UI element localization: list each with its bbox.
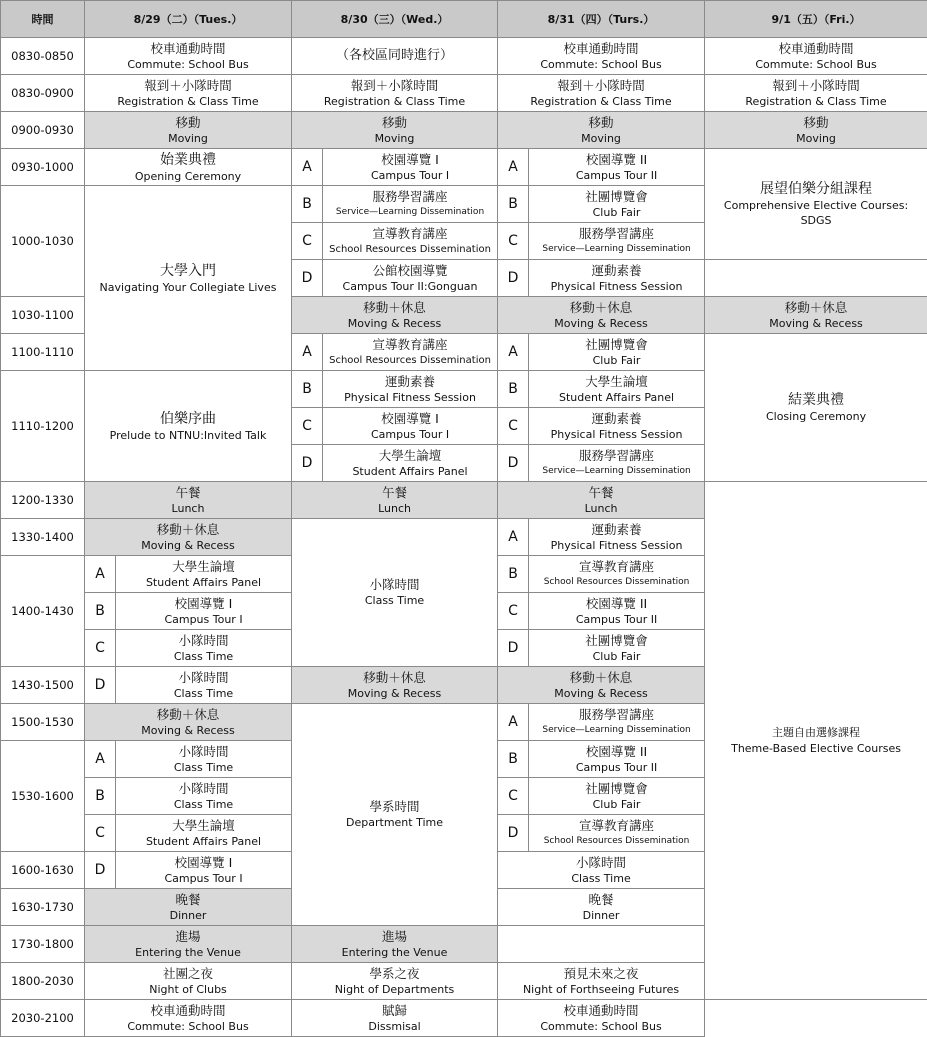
event-cell [292,112,498,149]
event-zh: 賦歸 [294,1003,495,1019]
event-en: Campus Tour I [118,871,289,886]
event-zh: 運動素養 [531,522,702,538]
group-letter: C [498,778,529,815]
event-en: Club Fair [531,797,702,812]
event-en: Night of Forthseeing Futures [500,982,702,997]
event-cell [85,149,292,186]
group-letter: D [498,445,529,482]
event-zh: 服務學習講座 [531,448,702,464]
event-en: Class Time [118,686,289,701]
time-cell: 1800-2030 [1,963,85,1000]
event-en: Service—Learning Dissemination [531,723,702,738]
event-cell [529,630,705,667]
event-cell [705,297,927,334]
time-cell: 1400-1430 [1,556,85,667]
time-cell: 1030-1100 [1,297,85,334]
event-zh: 報到＋小隊時間 [707,78,925,94]
event-en: Entering the Venue [87,945,289,960]
event-zh: 伯樂序曲 [87,410,289,428]
event-cell [705,149,927,260]
event-zh: 移動 [87,115,289,131]
event-en: Theme-Based Elective Courses [707,741,925,756]
event-cell [498,38,705,75]
event-zh: 社團博覽會 [531,189,702,205]
event-en: Night of Departments [294,982,495,997]
event-cell [529,149,705,186]
event-en: Commute: School Bus [87,57,289,72]
event-zh: 移動＋休息 [294,300,495,316]
event-zh: 宣導教育講座 [325,337,495,353]
event-zh: 進場 [294,929,495,945]
event-en: Club Fair [531,205,702,220]
event-cell [323,223,498,260]
event-cell [85,519,292,556]
event-cell [498,75,705,112]
time-cell: 0900-0930 [1,112,85,149]
event-en: Moving [294,131,495,146]
event-cell [705,482,927,1000]
event-zh: 宣導教育講座 [531,559,702,575]
event-zh: 校車通動時間 [500,41,702,57]
event-zh: 校園導覽 I [118,596,289,612]
event-zh: 預見未來之夜 [500,966,702,982]
event-en: Physical Fitness Session [531,427,702,442]
event-zh: 移動＋休息 [500,300,702,316]
event-cell [529,371,705,408]
group-letter: C [85,630,116,667]
event-cell [498,112,705,149]
group-letter: D [85,667,116,704]
event-en: Dissmisal [294,1019,495,1034]
event-zh: 報到＋小隊時間 [294,78,495,94]
event-cell [323,334,498,371]
event-en: Moving & Recess [294,316,495,331]
event-cell [323,445,498,482]
event-zh: 大學生論壇 [118,559,289,575]
event-en: Physical Fitness Session [531,538,702,553]
event-en: Class Time [118,649,289,664]
event-cell [85,482,292,519]
event-cell [292,963,498,1000]
event-zh: 小隊時間 [118,744,289,760]
event-cell [85,371,292,482]
event-zh: 宣導教育講座 [325,226,495,242]
time-cell: 1330-1400 [1,519,85,556]
event-en: Dinner [87,908,289,923]
header-time: 時間 [1,1,85,38]
event-en: Moving [87,131,289,146]
event-cell [498,889,705,926]
time-cell: 1000-1030 [1,186,85,297]
event-en: Registration & Class Time [500,94,702,109]
event-en: Commute: School Bus [707,57,925,72]
group-letter: D [498,815,529,852]
header-day-4: 9/1（五）（Fri.） [705,1,927,38]
event-zh: 校車通動時間 [87,1003,289,1019]
event-zh: 晚餐 [500,892,702,908]
time-cell: 1110-1200 [1,371,85,482]
group-letter: A [498,149,529,186]
time-cell: 0830-0900 [1,75,85,112]
event-cell [323,371,498,408]
event-cell [116,852,292,889]
schedule-row [1,38,927,75]
event-cell [292,75,498,112]
group-letter: A [85,741,116,778]
event-cell [116,556,292,593]
group-letter: A [498,519,529,556]
event-cell [85,963,292,1000]
event-cell [529,778,705,815]
group-letter: B [498,556,529,593]
event-zh: 服務學習講座 [531,226,702,242]
event-cell [498,963,705,1000]
event-zh: 小隊時間 [118,633,289,649]
time-cell: 1500-1530 [1,704,85,741]
event-zh: 始業典禮 [87,151,289,169]
event-cell [529,704,705,741]
event-en: Moving [707,131,925,146]
schedule-row [1,482,927,519]
event-en: Moving & Recess [500,686,702,701]
event-cell [85,704,292,741]
group-letter: B [498,741,529,778]
event-en: School Resources Dissemination [325,242,495,257]
event-cell [705,75,927,112]
header-day-2: 8/30（三）（Wed.） [292,1,498,38]
event-cell [85,926,292,963]
event-zh: 午餐 [500,485,702,501]
event-zh: 移動 [500,115,702,131]
event-zh: 校園導覽 I [325,152,495,168]
event-en: Service—Learning Dissemination [531,242,702,257]
event-zh: 展望伯樂分組課程 [707,180,925,198]
event-zh: 服務學習講座 [531,707,702,723]
event-en: Campus Tour II [531,760,702,775]
event-en: Prelude to NTNU:Invited Talk [87,428,289,443]
event-en: Student Affairs Panel [118,575,289,590]
event-cell [85,1000,292,1037]
event-en: Commute: School Bus [500,57,702,72]
event-cell [116,630,292,667]
event-en: Class Time [500,871,702,886]
group-letter: A [498,704,529,741]
event-cell [498,667,705,704]
event-cell [116,667,292,704]
group-letter: B [498,186,529,223]
event-en: Registration & Class Time [294,94,495,109]
event-en: School Resources Dissemination [531,575,702,590]
event-cell [529,334,705,371]
event-zh: 校園導覽 II [531,596,702,612]
event-cell [529,593,705,630]
group-letter: C [498,223,529,260]
event-zh: 移動 [294,115,495,131]
event-zh: 小隊時間 [294,577,495,593]
event-cell [85,38,292,75]
event-cell [116,741,292,778]
group-letter: C [498,593,529,630]
event-en: Registration & Class Time [707,94,925,109]
event-zh: 校車通動時間 [707,41,925,57]
time-cell: 1600-1630 [1,852,85,889]
event-cell [529,556,705,593]
event-zh: 午餐 [87,485,289,501]
event-zh: 社團之夜 [87,966,289,982]
event-en: Moving & Recess [707,316,925,331]
event-cell [116,593,292,630]
event-zh: 校園導覽 I [118,855,289,871]
schedule-row [1,75,927,112]
event-cell [116,778,292,815]
event-en: Student Affairs Panel [118,834,289,849]
event-cell [292,297,498,334]
event-zh: 宣導教育講座 [531,818,702,834]
event-zh: 大學生論壇 [531,374,702,390]
header-day-3: 8/31（四）（Turs.） [498,1,705,38]
event-en: Campus Tour II [531,612,702,627]
event-cell [529,408,705,445]
event-en: Service—Learning Dissemination [531,464,702,479]
event-en: Moving [500,131,702,146]
event-zh: （各校區同時進行） [294,48,495,64]
event-zh: 大學生論壇 [325,448,495,464]
event-en: Campus Tour II [531,168,702,183]
event-en: School Resources Dissemination [325,353,495,368]
event-cell [529,260,705,297]
event-en: Class Time [294,593,495,608]
event-en: Moving & Recess [87,723,289,738]
event-zh: 社團博覽會 [531,633,702,649]
event-zh: 移動＋休息 [500,670,702,686]
event-cell [292,926,498,963]
event-zh: 報到＋小隊時間 [87,78,289,94]
event-zh: 晚餐 [87,892,289,908]
event-cell [323,408,498,445]
event-cell [85,112,292,149]
time-cell: 0830-0850 [1,38,85,75]
schedule-row [1,149,927,186]
event-en: Navigating Your Collegiate Lives [87,280,289,295]
group-letter: B [85,593,116,630]
time-cell: 0930-1000 [1,149,85,186]
event-zh: 校園導覽 II [531,744,702,760]
event-zh: 社團博覽會 [531,781,702,797]
event-cell [705,38,927,75]
event-en: Class Time [118,760,289,775]
event-en: Campus Tour II:Gonguan [325,279,495,294]
event-zh: 校園導覽 II [531,152,702,168]
schedule-row [1,112,927,149]
event-zh: 移動＋休息 [87,522,289,538]
event-cell [529,741,705,778]
event-cell [85,186,292,371]
group-letter: B [292,371,323,408]
event-en: Commute: School Bus [87,1019,289,1034]
group-letter: C [498,408,529,445]
header-row [1,1,927,38]
event-cell [498,852,705,889]
event-zh: 移動＋休息 [87,707,289,723]
event-cell [292,38,498,75]
event-zh: 大學入門 [87,262,289,280]
event-en: Club Fair [531,353,702,368]
event-cell [323,186,498,223]
event-en: Lunch [500,501,702,516]
event-cell [85,889,292,926]
event-en: Student Affairs Panel [531,390,702,405]
group-letter: A [498,334,529,371]
group-letter: A [292,149,323,186]
event-zh: 小隊時間 [118,781,289,797]
event-en: Campus Tour I [325,168,495,183]
event-en: Physical Fitness Session [531,279,702,294]
event-en: Moving & Recess [87,538,289,553]
event-en: Entering the Venue [294,945,495,960]
group-letter: D [498,630,529,667]
event-zh: 公館校園導覽 [325,263,495,279]
event-en: Campus Tour I [325,427,495,442]
event-cell [529,223,705,260]
time-cell: 1530-1600 [1,741,85,852]
time-cell: 1730-1800 [1,926,85,963]
event-zh: 進場 [87,929,289,945]
time-cell: 1630-1730 [1,889,85,926]
event-en: Moving & Recess [294,686,495,701]
group-letter: D [292,445,323,482]
event-cell [292,704,498,926]
event-cell [529,186,705,223]
group-letter: D [498,260,529,297]
event-en: Service—Learning Dissemination [325,205,495,220]
event-en: Physical Fitness Session [325,390,495,405]
event-cell [292,482,498,519]
event-en: Night of Clubs [87,982,289,997]
event-zh: 移動＋休息 [707,300,925,316]
time-cell: 1430-1500 [1,667,85,704]
event-en: Commute: School Bus [500,1019,702,1034]
event-en: Dinner [500,908,702,923]
event-cell [498,1000,705,1037]
event-en: Club Fair [531,649,702,664]
header-day-1: 8/29（二）（Tues.） [85,1,292,38]
event-zh: 校車通動時間 [500,1003,702,1019]
event-en: Student Affairs Panel [325,464,495,479]
group-letter: D [85,852,116,889]
event-cell [529,815,705,852]
group-letter: B [85,778,116,815]
group-letter: A [292,334,323,371]
event-zh: 移動＋休息 [294,670,495,686]
time-cell: 1100-1110 [1,334,85,371]
event-en: Class Time [118,797,289,812]
event-en: Closing Ceremony [707,409,925,424]
event-en: Moving & Recess [500,316,702,331]
event-zh: 小隊時間 [500,855,702,871]
event-cell [292,667,498,704]
schedule-row [1,1000,927,1037]
event-en: Lunch [294,501,495,516]
event-cell [323,260,498,297]
event-zh: 運動素養 [325,374,495,390]
event-zh: 社團博覽會 [531,337,702,353]
event-en: Lunch [87,501,289,516]
time-cell: 2030-2100 [1,1000,85,1037]
event-cell [498,482,705,519]
group-letter: C [292,223,323,260]
event-zh: 結業典禮 [707,391,925,409]
group-letter: C [85,815,116,852]
event-zh: 服務學習講座 [325,189,495,205]
group-letter: D [292,260,323,297]
event-en: School Resources Dissemination [531,834,702,849]
event-cell [498,297,705,334]
event-en: Registration & Class Time [87,94,289,109]
event-cell [292,1000,498,1037]
time-cell: 1200-1330 [1,482,85,519]
event-cell [85,75,292,112]
event-cell [116,815,292,852]
event-cell [705,112,927,149]
event-zh: 報到＋小隊時間 [500,78,702,94]
event-zh: 運動素養 [531,411,702,427]
event-cell [705,334,927,482]
event-cell [323,149,498,186]
event-zh: 學系時間 [294,799,495,815]
group-letter: B [498,371,529,408]
event-zh: 小隊時間 [118,670,289,686]
group-letter: B [292,186,323,223]
event-en: Department Time [294,815,495,830]
event-zh: 主題自由選修課程 [707,725,925,741]
event-zh: 校園導覽 I [325,411,495,427]
group-letter: A [85,556,116,593]
event-zh: 大學生論壇 [118,818,289,834]
event-en: Campus Tour I [118,612,289,627]
event-zh: 學系之夜 [294,966,495,982]
event-zh: 運動素養 [531,263,702,279]
event-zh: 午餐 [294,485,495,501]
event-en: Opening Ceremony [87,169,289,184]
event-cell [529,445,705,482]
group-letter: C [292,408,323,445]
event-zh: 移動 [707,115,925,131]
event-zh: 校車通動時間 [87,41,289,57]
event-cell [292,519,498,667]
event-cell [529,519,705,556]
event-en: Comprehensive Elective Courses: SDGS [707,198,925,228]
